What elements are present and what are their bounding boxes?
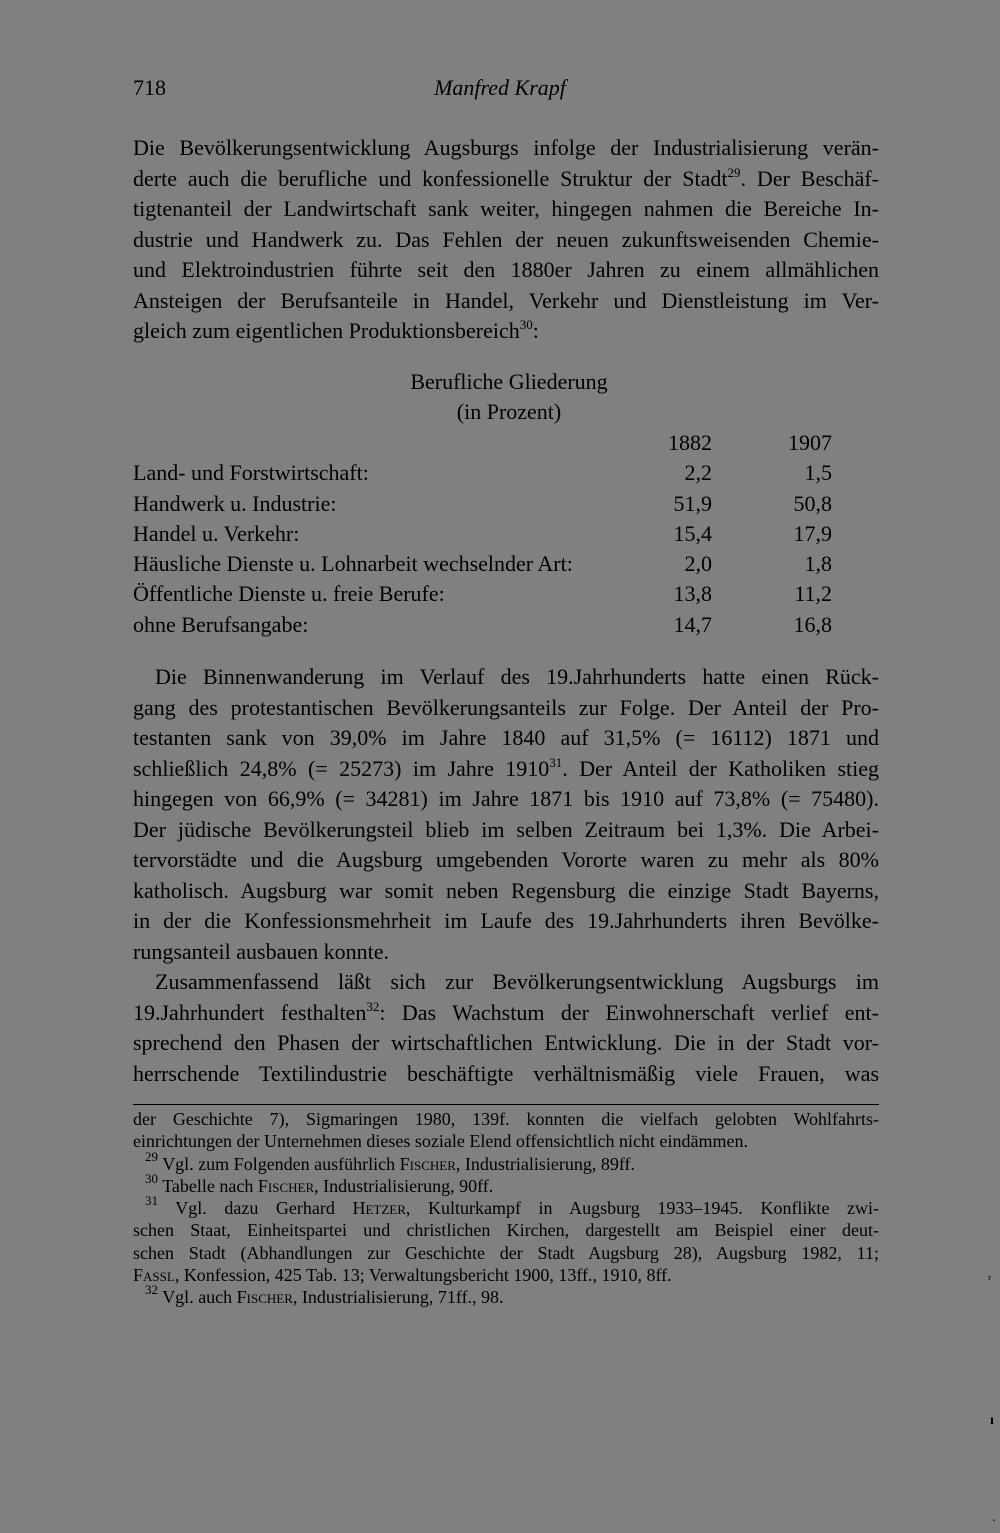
footnote-ref-29[interactable]: 29	[727, 164, 741, 180]
text-line: tigtenanteil der Landwirtschaft sank weiter, hingegen nahmen die Bereiche In-	[133, 196, 879, 221]
text-line: Zusammenfassend läßt sich zur Bevölkerungsentwicklung Augsburgs im	[155, 969, 879, 994]
footnote-continuation: der Geschichte 7), Sigmaringen 1980, 139f. konnten die vielfach gelobten Wohlfahrts-	[133, 1109, 879, 1129]
table-row	[133, 549, 843, 579]
row-label: Handwerk u. Industrie:	[133, 490, 337, 516]
occupation-table	[133, 428, 843, 640]
footnote-ref-30[interactable]: 30	[519, 317, 533, 332]
row-label: Öffentliche Dienste u. freie Berufe:	[133, 581, 445, 607]
cell-1907: 16,8	[793, 611, 832, 637]
row-label: Land- und Forstwirtschaft:	[133, 460, 369, 486]
cell-1882: 51,9	[673, 490, 712, 516]
footnote-31-line: schen Stadt (Abhandlungen zur Geschichte der Stadt Augsburg 28), Augsburg 1982, 11;	[133, 1242, 879, 1263]
text-line: in der die Konfessionsmehrheit im Laufe des 19.Jahrhunderts ihren Bevölke-	[133, 908, 879, 933]
text-line: hingegen von 66,9% (= 34281) im Jahre 1871 bis 1910 auf 73,8% (= 75480).	[133, 786, 879, 811]
cell-1907: 1,8	[804, 551, 832, 577]
row-label: Handel u. Verkehr:	[133, 520, 300, 546]
column-header-1882: 1882	[668, 430, 712, 455]
text-line: und Elektroindustrien führte seit den 1880er Jahren zu einem allmählichen	[133, 257, 879, 282]
cell-1882: 2,0	[684, 551, 712, 577]
row-label: Häusliche Dienste u. Lohnarbeit wechselnder Art:	[133, 551, 573, 577]
table-row	[133, 579, 843, 609]
cell-1907: 50,8	[793, 490, 832, 516]
row-label: ohne Berufsangabe:	[133, 611, 309, 637]
cell-1907: 17,9	[793, 520, 832, 546]
scan-mark: .	[992, 1510, 996, 1525]
cell-1882: 2,2	[684, 460, 712, 486]
footnote-31: $^{31}$ Vgl. dazu Gerhard Hetzer, Kulturkampf in Augsburg 1933–1945. Konflikte zwi-	[145, 1193, 879, 1219]
footnote-31-line: Fassl, Konfession, 425 Tab. 13; Verwaltungsbericht 1900, 13ff., 1910, 8ff.	[133, 1265, 672, 1286]
footnote-31-line: schen Staat, Einheitspartei und christlichen Kirchen, dargestellt am Beispiel einer deut-	[133, 1220, 879, 1241]
text-line: dustrie und Handwerk zu. Das Fehlen der neuen zukunftsweisenden Chemie-	[133, 226, 879, 252]
cell-1882: 15,4	[673, 520, 712, 546]
paragraph-3	[133, 967, 879, 1089]
text-line: gleich zum eigentlichen Produktionsbereich$^{30}$:	[133, 317, 539, 343]
running-head: Manfred Krapf	[434, 75, 566, 100]
text-line: Der jüdische Bevölkerungsteil blieb im selben Zeitraum bei 1,3%. Die Arbei-	[133, 816, 879, 842]
text-line: Die Bevölkerungsentwicklung Augsburgs infolge der Industrialisierung verän-	[133, 135, 879, 160]
text-line: derte auch die berufliche und konfessionelle Struktur der Stadt$^{29}$. Der Beschäf-	[133, 164, 879, 191]
footnote-32: $^{32}$ Vgl. auch Fischer, Industrialisierung, 71ff., 98.	[145, 1282, 504, 1308]
page-number: 718	[133, 75, 166, 100]
text-line: herrschende Textilindustrie beschäftigte verhältnismäßig viele Frauen, was	[133, 1060, 879, 1086]
table-row	[133, 458, 843, 488]
table-row	[133, 610, 843, 640]
text-line: testanten sank von 39,0% im Jahre 1840 auf 31,5% (= 16112) 1871 und	[133, 725, 879, 750]
scan-mark: ʳ	[988, 1273, 992, 1288]
paragraph-1	[133, 133, 879, 347]
paragraph-2	[133, 662, 879, 967]
table-subtitle: (in Prozent)	[456, 399, 562, 424]
footnotes	[133, 1108, 879, 1309]
footnote-29: $^{29}$ Vgl. zum Folgenden ausführlich Fischer, Industrialisierung, 89ff.	[145, 1148, 636, 1174]
table-row	[133, 489, 843, 519]
text-line: schließlich 24,8% (= 25273) im Jahre 1910$^{31}$. Der Anteil der Katholiken stieg	[133, 754, 879, 781]
text-line: Die Binnenwanderung im Verlauf des 19.Jahrhunderts hatte einen Rück-	[155, 664, 879, 689]
footnote-30: $^{30}$ Tabelle nach Fischer, Industrialisierung, 90ff.	[145, 1170, 494, 1196]
text-line: katholisch. Augsburg war somit neben Regensburg die einzige Stadt Bayerns,	[133, 877, 879, 903]
text-line: 19.Jahrhundert festhalten$^{32}$: Das Wachstum der Einwohnerschaft verlief ent-	[133, 998, 879, 1025]
footnote-ref-31[interactable]: 31	[549, 754, 563, 770]
text-line: Ansteigen der Berufsanteile in Handel, Verkehr und Dienstleistung im Ver-	[133, 287, 879, 313]
text-line: gang des protestantischen Bevölkerungsanteils zur Folge. Der Anteil der Pro-	[133, 694, 879, 720]
text-line: rungsanteil ausbauen konnte.	[133, 938, 389, 964]
table-row	[133, 519, 843, 549]
column-header-1907: 1907	[788, 430, 832, 455]
scan-mark: ı	[990, 1413, 994, 1428]
table-title: Berufliche Gliederung	[410, 369, 608, 394]
cell-1882: 14,7	[673, 611, 712, 637]
footnote-ref-32[interactable]: 32	[366, 998, 380, 1014]
cell-1907: 1,5	[804, 460, 832, 486]
footnote-continuation: einrichtungen der Unternehmen dieses soziale Elend offensichtlich nicht eindämmen.	[133, 1131, 748, 1152]
table-header-row	[133, 428, 843, 458]
footnote-rule	[133, 1104, 879, 1105]
text-line: sprechend den Phasen der wirtschaftlichen Entwicklung. Die in der Stadt vor-	[133, 1030, 879, 1055]
cell-1907: 11,2	[794, 581, 832, 607]
text-line: tervorstädte und die Augsburg umgebenden Vororte waren zu mehr als 80%	[133, 847, 879, 872]
cell-1882: 13,8	[673, 581, 712, 607]
